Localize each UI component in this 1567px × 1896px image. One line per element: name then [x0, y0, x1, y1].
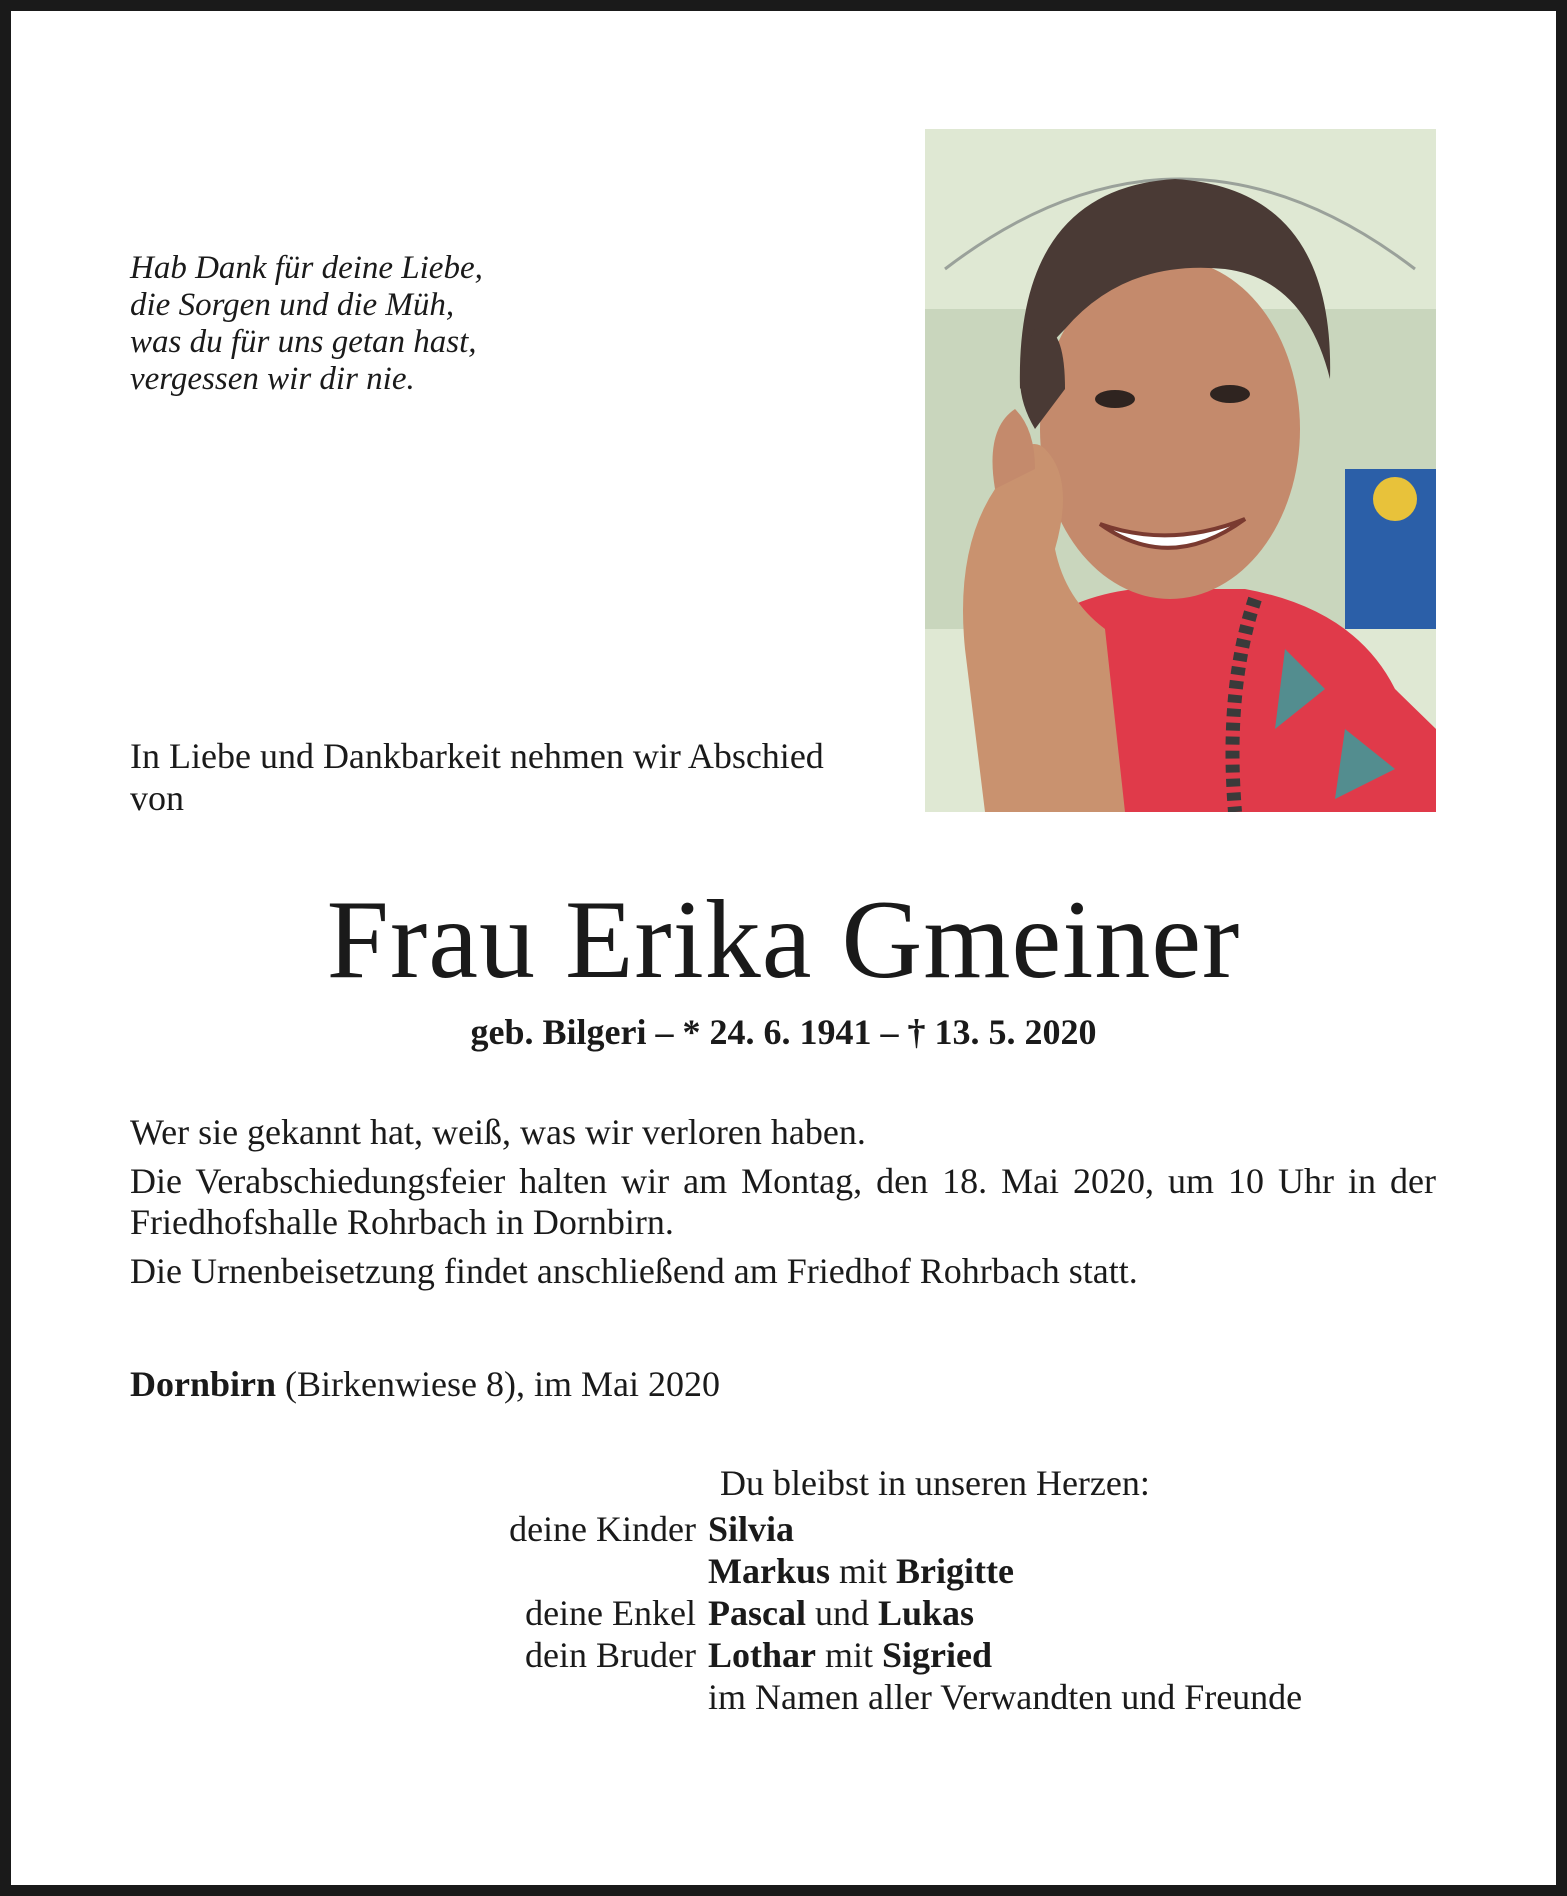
deceased-name: Frau Erika Gmeiner — [326, 878, 1241, 1002]
family-name: Sigried — [882, 1635, 993, 1675]
motto-verse — [130, 250, 483, 398]
motto-line: die Sorgen und die Müh, — [130, 287, 455, 323]
family-relation: deine Enkel — [525, 1593, 696, 1633]
motto-line: vergessen wir dir nie. — [130, 361, 415, 397]
family-relation — [420, 1550, 708, 1592]
family-relation-empty — [420, 1676, 708, 1718]
family-row — [420, 1508, 1302, 1550]
family-row — [420, 1634, 1302, 1676]
family-signature — [420, 1462, 1302, 1718]
family-join: mit — [830, 1551, 897, 1591]
family-relation: deine Kinder — [509, 1509, 696, 1549]
family-heading: Du bleibst in unseren Herzen: — [720, 1463, 1150, 1503]
motto-line: Hab Dank für deine Liebe, — [130, 250, 483, 286]
family-row — [420, 1550, 1302, 1592]
family-join: und — [805, 1593, 878, 1633]
announcement-line: Wer sie gekannt hat, weiß, was wir verloren haben. — [130, 1112, 866, 1152]
family-join: mit — [816, 1635, 883, 1675]
family-name: Brigitte — [896, 1551, 1014, 1591]
family-names — [708, 1508, 794, 1550]
place-and-date — [130, 1364, 720, 1405]
portrait-photo — [925, 129, 1436, 812]
burial-details: Die Urnenbeisetzung findet anschließend am Friedhof Rohrbach statt. — [130, 1251, 1138, 1291]
place-rest: (Birkenwiese 8), im Mai 2020 — [276, 1364, 720, 1404]
intro-text: In Liebe und Dankbarkeit nehmen wir Abschied von — [130, 736, 824, 818]
family-row — [420, 1676, 1302, 1718]
announcement-body — [130, 1112, 1436, 1300]
family-names — [708, 1550, 1014, 1592]
family-name: Lothar — [708, 1635, 816, 1675]
family-name: Silvia — [708, 1509, 795, 1549]
family-relation: dein Bruder — [525, 1635, 696, 1675]
family-closing: im Namen aller Verwandten und Freunde — [708, 1677, 1303, 1717]
family-name: Lukas — [877, 1593, 975, 1633]
deceased-dates: geb. Bilgeri – * 24. 6. 1941 – † 13. 5. 2020 — [470, 1012, 1097, 1052]
family-names — [708, 1634, 992, 1676]
place-city: Dornbirn — [130, 1364, 277, 1404]
family-name: Pascal — [708, 1593, 806, 1633]
family-names — [708, 1592, 974, 1634]
portrait-illustration — [925, 129, 1436, 812]
motto-line: was du für uns getan hast, — [130, 324, 477, 360]
family-name: Markus — [708, 1551, 831, 1591]
family-row — [420, 1592, 1302, 1634]
ceremony-details: Die Verabschiedungsfeier halten wir am Montag, den 18. Mai 2020, um 10 Uhr in der Friedhofshalle Rohrbach in Dornbirn. — [130, 1161, 1436, 1242]
